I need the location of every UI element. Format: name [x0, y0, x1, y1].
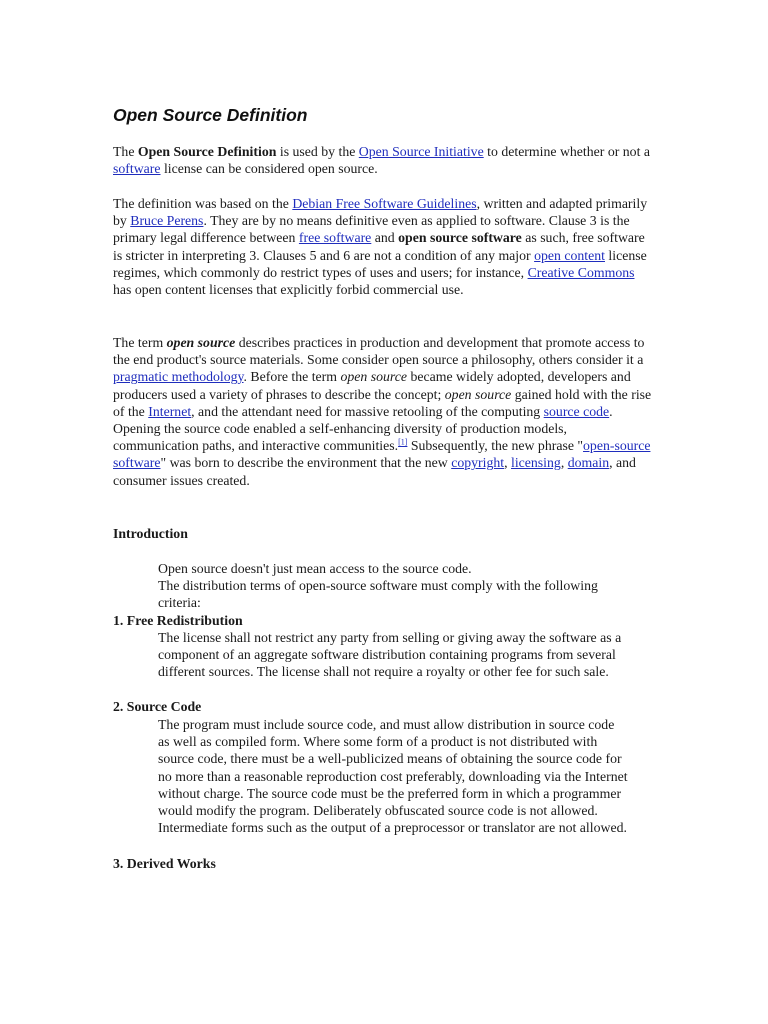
link-open-source-initiative[interactable]: Open Source Initiative — [358, 144, 484, 159]
introduction-line-1: Open source doesn't just mean access to the source code. — [158, 561, 472, 576]
reference-link-1[interactable]: [1] — [398, 437, 408, 447]
intro-paragraph: The Open Source Definition is used by the Open Source Initiative to determine whether or not a software license can be considered open source. — [113, 144, 650, 177]
section-2-body: The program must include source code, and must allow distribution in source code as well as compiled form. Where some form of a product is not distributed with source code, there must be a well-publicized means of obtaining the source code for no more than a reasonable reproduction cost preferably, downloading via the Internet without charge. The source code must be the preferred form in which a programmer would modify the program. Deliberately obfuscated source code is not allowed. Intermediate forms such as the output of a preprocessor or translator are not allowed. — [158, 717, 628, 836]
section-1-heading: 1. Free Redistribution — [113, 613, 243, 628]
open-source-term-paragraph: The term open source describes practices in production and development that promote access to the end product's source materials. Some consider open source a philosophy, others consider it a pragmatic methodology. Before the term open source became widely adopted, developers and producers used a variety of phrases to describe the concept; open source gained hold with the rise of the Internet, and the attendant need for massive retooling of the computing source code. Opening the source code enabled a self-enhancing diversity of production models, communication paths, and interactive communities.[1] Subsequently, the new phrase "open-source software" was born to describe the environment that the new copyright, licensing, domain, and consumer issues created. — [113, 335, 652, 488]
term-open-source: open source — [166, 335, 236, 350]
section-3-heading: 3. Derived Works — [113, 856, 216, 871]
link-licensing[interactable]: licensing — [511, 455, 561, 471]
link-bruce-perens[interactable]: Bruce Perens — [130, 213, 204, 229]
link-software[interactable]: software — [113, 161, 161, 177]
link-domain[interactable]: domain — [567, 455, 610, 471]
section-1-body: The license shall not restrict any party from selling or giving away the software as a component of an aggregate software distribution containing programs from several different sources. The license shall not require a royalty or other fee for such sale. — [158, 630, 622, 680]
page-title: Open Source Definition — [113, 105, 308, 125]
introduction-line-2: The distribution terms of open-source software must comply with the following criteria: — [158, 578, 598, 611]
link-debian-free-software-guidelines[interactable]: Debian Free Software Guidelines — [292, 196, 477, 211]
link-creative-commons[interactable]: Creative Commons — [527, 264, 635, 280]
definition-origin-paragraph: The definition was based on the Debian Free Software Guidelines, written and adapted primarily by Bruce Perens. They are by no means definitive even as applied to software. Clause 3 is the primary legal difference between free software and open source software as such, free software is stricter in interpreting 3. Clauses 5 and 6 are not a condition of any major open content license regimes, which commonly do restrict types of uses and users; for instance, Creative Commons has open content licenses that explicitly forbid commercial use. — [113, 196, 648, 298]
term-open-source-definition: Open Source Definition — [137, 144, 277, 159]
section-2-heading: 2. Source Code — [113, 699, 202, 714]
link-source-code[interactable]: source code — [543, 403, 610, 419]
link-internet[interactable]: Internet — [148, 403, 192, 419]
link-open-source-software[interactable]: open-source software — [113, 438, 651, 471]
introduction-heading: Introduction — [113, 526, 188, 541]
link-pragmatic-methodology[interactable]: pragmatic methodology — [113, 369, 244, 385]
link-free-software[interactable]: free software — [298, 230, 372, 246]
term-open-source-software: open source software — [398, 230, 522, 246]
link-open-content[interactable]: open content — [534, 247, 605, 263]
link-copyright[interactable]: copyright — [451, 455, 505, 471]
